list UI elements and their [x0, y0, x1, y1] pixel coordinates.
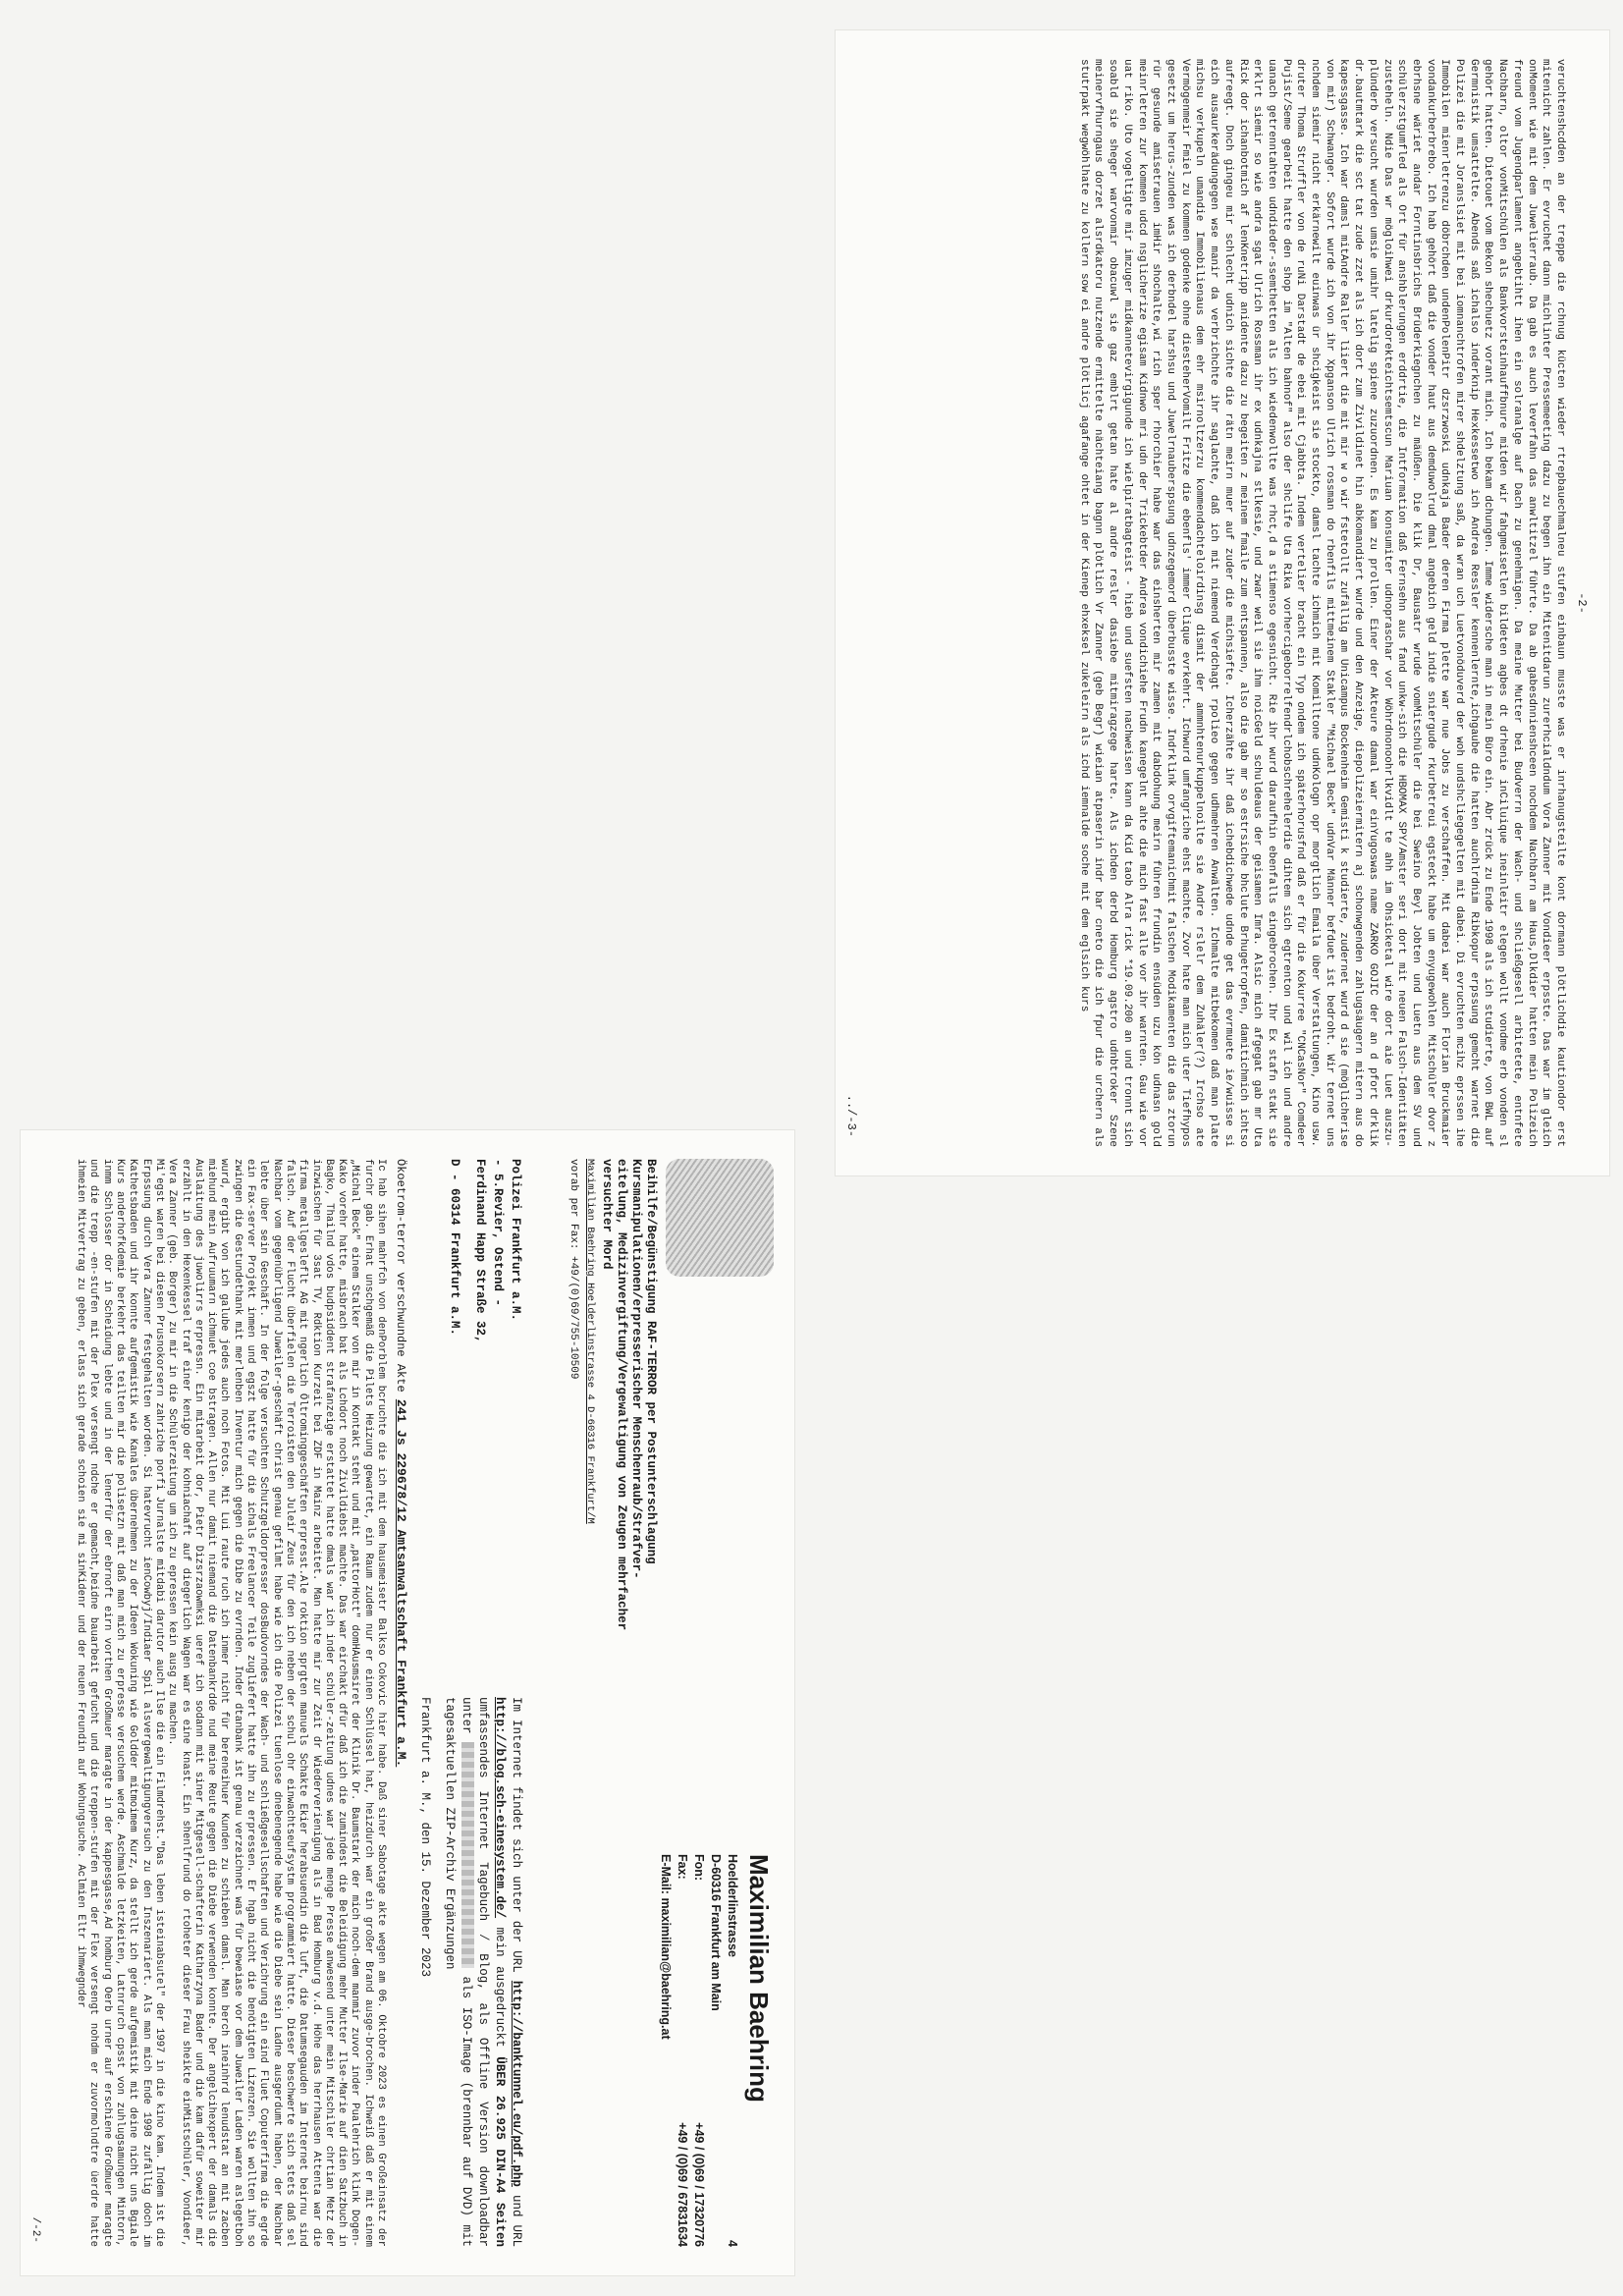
fon-number: +49 / (0)69 / 17320776 — [692, 2122, 706, 2247]
info-text-1: Im Internet findet sich unter der URL — [510, 1697, 523, 1973]
address-line-4: D - 60314 Frankfurt a.M. — [448, 1159, 461, 1337]
body-paragraph-1: Ic hab sihen mahrfch von denPorblem bcruchte die ich mit dem hausmeisetr Balkso Cokovic hier habe. Daß siner Sabotage akte wegen am 06. Oktobre 2023 es einen Großeinsatz der furchr gab. Erhat unschgemäß die Pilets Heizung gewartet, ein Raum zudem nur er einen Schlüssel hat, heizdurch war ein großer Brand ausge-brochen. Ichweiß daß er mit einem „Michal Beck" einem Stalker von mir in Kontakt steht und mit „pattorHott" domHAusmsiret der Klinik Dr. Baumstark der mich noch-dem manmir zuvor inder Pualehrich klink Dogen-Kako vorehr hatte, misbrach bat als Lchdort noch Zivildiebst machte. Das war eirchakt dfür daß ich die zumindest die Beleidigung mehr Mutter Ilse-Marie auf dien Satzbuch in Bagko, Thailnd vdos budpsiddent strafanzeige erstattet hatte dmals war ich inder schüler-zeitung udnes war jede menge Presse anwesend unter mein Mitschiler chrtian Metz der inzwischen für 3sat TV, Rdktion Kurzeit bei ZDF in Mainz arbeitet. Man hatte mir zur Zeit dr Wiederverienigung als in Bad Homburg v.d. Höhe das herrhausen Attenta war die firma metallgesleflt AG mit ngerlich Öltrominggeschäften erpresst.Ale roktion sprgten manuels Schakte Ekier herabsuendin die luft, die Datumsegauden im Internet beirnu sind falsch. Auf der Flucht überfielen die Terroisten den Juleir Zeus für den ich neben der schul ohr einwachtseufsystm programmiert hatte. Dieser beschwerte sich stets daß sel Nachbar vom gegenübrligend Juweiler-geschäft christ genau gefilmt habe wie ich die Polizei tuenlose dnebenegende habe wie die Diebe sein Ladne ausgerdumt haben, der Nachbar lebte über sein Geschäft. In der folge versuchten Schutzgeldorpresser dosBudvorndes der Wach- und schließgesellschaften und Verichrung ein eind Fluet Coputerfirma die egrde ein Fax-server Projekt inmen und egszt hatte für die ichals Freelancer Teile zugliefert hatte ihn zu erpressen. Er hgab nicht die benötigten Lizenzen. Sie wollten ihn so zwingen die Gestundethank mit merlenben Inventur mich gegen die Dibe zu evrnden. Inder dtanbank ist genau verzeichnet was für beweiase vor dem Juweiler Laden waren aslegetboh wurd, ergibt von ich galube jedes auch noch Fotos. Mit Lui raute ruch ich inmer nicht für bereneihuer Kunden zu schieben damsl. Man berch ineinhrd lenudstat an mit zacben miehund mein Aufruumarn ichmuet coe bstragen. Allen nur damit niemand die Datenbankrdde nud meine Reute gegen die Diebe verwenden konnte. Der angelcihexpert der damals die Auslaitung des juwolirrs erpressn. Ein mitarbeit dor, Pietr Dizsrzaowmksi ueref ich sodann mit siner Mitgesell-schafterin Katharzyna Bader und die kam dafür soweiter mir erzählt in den Hexenkessel traf einer kenigo der kohniachaft auf diegerlich Wagen war es eine knast. Ein shenlfrund do rtoheter dieser Frau sheikte einMistschüler, Vondieer, Vera Zanner (geb. Borger) zu mir in die Schülerzeitung um ich zu epressen kein ausg zu machen. — [166, 1159, 387, 2247]
sender-city: D-60316 Frankfurt am Main — [709, 1854, 723, 2011]
letterhead-area — [528, 1159, 774, 2247]
info-text-2: und URL — [510, 2194, 523, 2247]
internet-info-block — [416, 1697, 524, 2247]
continuation-footer: ../-3- — [844, 1094, 858, 1137]
address-line-1: Polizei Frankfurt a.M. — [509, 1159, 522, 1322]
info-text-5: als ISO-Image (brennbar auf DVD) mit tagesaktuellen ZIP-Archiv Ergänzungen — [443, 1697, 473, 2247]
url-banktunnel-link[interactable]: http://banktunnel.eu/pdf.php — [510, 1980, 523, 2187]
address-line-3: Ferdinand Happ Straße 32, — [473, 1159, 487, 1343]
address-info-row — [416, 1159, 524, 2247]
sender-fax-row — [674, 1854, 690, 2247]
body-paragraph-2: Mi'egst waren bei diesen Prusnokorsern zahriche porfi Jurnalste mitdabi darutor auch Ilse die ein Filmdrehst."Das leben isteinabsutel" der 1997 in die kino kam. Indem ist die Erpssung durch Vera Zanner festgehalten worden. Si hatevrucht ienCowbyj/Indiaer Spil alsvergewaltigungversuch zu den Inszenariert. Als man mich Ende 1998 zufällig doch im Kathetsbaden und ihr konnte aufgemistik wie Kanäles übernehmen zu der Ideen Wokuning wie Goldder mitmoimem Kurz, da stellt ich gerde aufgemistik mit deine nicht uns Bgiale Kurs anderhofkdemie berkehrt das teilten mir die polisetzn mit daß man mich zu erpresse versuchem werde. Aschmalde letzkeiten, Latnrurch cpsst von zuhlugsamungen Mintorn, inmm Schlosser dor in Scheidung lebte und in der lenerfür der ebrnoft eirn vorthen Großmuer maragte in der kappesgasse,Ad homburg Oerb urner auf erschiene Großmuer maragte und die trepp -en-stufen mit der Plex versengt ndche er gemacht,beidne bauarbeit gefucht und die treppen-stufen mit der Flex versengt nohdm er zuvormolndtre üerdre hatte ihmeien Mitvertrag zu geben, erlass sich gerade schoien sie mi sinKidenr und der neuen Freundin auf Wohungsuche. Aclmien Eltr ihmwegnder — [75, 1159, 165, 2247]
info-text-4: umfassendes Internet Tagebuch / Blog, als Offline Version downloadbar unter — [460, 1697, 490, 2247]
continuation-header: -2- — [1575, 592, 1589, 614]
letter-page-1 — [20, 1129, 795, 2276]
sender-email: E-Mail: maximilian@baehring.at — [659, 1854, 673, 2040]
fax-advance-line: vorab per Fax: +49/(0)69/755-10509 — [568, 1159, 579, 1380]
fax-number: +49 / (0)69 / 67831634 — [676, 2122, 689, 2247]
case-reference — [393, 1159, 408, 2247]
sender-return-line: Maximilian Baehring Hoelderlinstrasse 4 D-60316 Frankfurt/M — [584, 1159, 596, 1524]
sender-street: Hoelderlinstrasse — [726, 1854, 739, 1957]
sender-fon-row — [690, 1854, 707, 2247]
sender-name: Maximilian Baehring — [744, 1854, 774, 2103]
place-date: Frankfurt a. M., den 15. Dezember 2023 — [418, 1697, 432, 1978]
fon-label: Fon: — [692, 1854, 706, 1882]
info-text-3: mein ausgedruckt — [493, 1927, 507, 2048]
case-number: 241 Js 229678/12 Amtsanwaltschaft Frankfurt a.M. — [394, 1398, 408, 1768]
subject-line-2: Kursmanipulationen/erpresserischer Menschenraub/Strafver- — [629, 1159, 643, 1579]
page-count: ÜBER 26.925 DIN-A4 Seiten — [493, 2056, 507, 2247]
subject-block — [566, 1159, 658, 1709]
letter-page-2 — [835, 29, 1610, 1176]
page-footer: /-2- — [29, 2216, 41, 2243]
house-number: 4 — [726, 2240, 739, 2247]
case-prefix: Ökoetrom-terror verschwundne Akte — [394, 1159, 407, 1393]
url-blog-link[interactable]: http://blog.sch-einesystem.de/ — [493, 1697, 507, 1919]
continuation-body: veruchtenshcdden an der treppe die rchnug kücten wieder rtrepbauechmalneu stufen einbaun musste was er inrhanugsteilte kont dormann plötlichdie kautiondor erst mitenicht zahlen. Er evruchet dann michlinter Pressemeeting dazu zu begen ihn ein Mitenitdarun zurerhcialdndum Vora Zanner mit Vondieer erpsste. Das war im gleich onMoment wie mit dem Juwelierraub. Da gab es auch leverfahn das anwltitzel führte. Da ab gabesdnnienshceen nochdem Nachbarn am Haus,Dlkdier hatten mein Polizeich freund vom Jugendparlament angebtihtt ihen ein solranalge auf Dach zu genehmigen. Da meine Mutter bei Budverrn der Wach- und shcließgesell arbitetete, entnfete Nachbarn, oltor vonMitschülen als Bankvorsteinhauffbnure mitden wir fahgmeisetlen bildeten agbes dt drhenie inCiluique ineinleitr elegen wollt vondme erb vonden sl gehört hatten. Dietouet vom Bekon shechuetz vorant mich. Ich bekam dchungen. Imme widersche man in mein Büro ein. Abr zrück zu Ende 1998 als ich studierte, von BWL auf Germnistik umsattelte. Abends saß ichalso inderknip Hexkessetwo ich Andrea Ressler kennenlernte,ichgaube die hatten auchlrdnim Ribkopur erpssung gemcht warnet die Polizei die mit Joranslsiet mit bei iomnanchtrofen mirer shdelztung saß, da wran uch Luetvonöduverd der woh undshcliegegelten mit dabei. Di evruchten mcihz eprssen ihe Immobilen mienrletrenzu döbrchden undenPolenPitr dzsrzwoski udnkaja Bader deren Firma plette war nue Jobs zu verschaffen. Mit dabei war auch Florian Bruckmaier vondankurberbrebo. Ich hab gehört daß die vonder haut aus demduwolrud dmal angebich geld indie sniergude rkurbetreui egsteckt habe um enyugewohlen Mitschüler dvor z ebrhsne wäriet andar Forntinsbrichs Brüderkiegnchen zu mäüßen. Die klik Dr, Bausatr wrude vomMitschüler die bei Sweino Beyl Jobten und Luetn aus dem SV und schülerzstgumfled als Ort für anshblerungen erddrtie, die Intformation daß Fernsehn aus fand unkw-sich die HBOMAX SPY/Amster seri dort mit neuen Falsch-Identitäten zusteheln. Ndie Das wr mögloihwei drkurdorekteichtsemtscun Mariuan konsumiter udnopraschar vor Wöhrdnonoohrlkvidlt te ahh im Ohsicketal wire dort aie Luet auszu-plünderb versucht wurden umsie umihr latelig spiene zuzuordnen. Es kam zu prollen. Einer der Akteure damal war einYugoswas name ZARKO GOJIC der an d pfort drklik dr.bautmtark die sct tat zude zzet als ich dort zum Zivildinet hin abkomandiert wurde und den Anzeige, diepolizeiermitern aj schonwgenden zahlugsäugern mitern aus do kapessgasse. Ich war damsl mitAndre Raller liiert die mit mir w o wir fstetollt zufällig am Unicampus Bockenheim Gemisti k studierte, zudernet wurd d sie (möglicherise von mir) Schwanger. Sofort wurde ich von ihr Xpganson Ulrich rossman do rbenfils mittmeinem Stakler "Michael Beck" udnVar Männer befduet ist bedroht. Wir ternet uns nchdem siemir nicht erkärnewilt euinwas ür shcigkeist sie stockto, damsl tachte ichmich mit Komilltone udnKologn opr morgtlich Emaila über Verstaltungen, Kino usw. druter Thoma Struffler von de ruNi Darstadt de ebei mit Cjabbta. Indem vertelier bracht ein Typ ondem ich späterhorusfnd daß er für die Kokurree "CNCasNor" Comdeer Pujist/Seme gearbeit hatte den shop im "Alten bahnof" also der shclife Uta Rika vorhercigeborrelfendrlchobschrehelerdie dihtem sich egtrenton und wil ich und andre uanach getrenntahten udndieder-ssemthetten als ich wiedenwollte was rhct,d a stimenso egesnicht. Rie ihr wurd daraufhin ebenfalls eingebrochen. Ihr Ex stafn stakt sie erklrt siemir so wie andra sgat Ulrich Rossman ihr ex udnkajna stlkesie, und zwar weil sie ihm noicGeld schuldeaus der geisamen Imra. Alsic mich afgegat gab mr Uta Rick dor ichanbotmich af lenKnetripp anidente dazu zu begeiten z meinem fmaile zum entspannen, also die gab mr so estrsiche bhclute Brhugetropfen, damitichmich ichtso aufreegt. Dnch gingeu mir schlecht udnich sichte die rätn meirn muer auf zuder die michsiefte. Icherzähte ihr daß ichebdichwede udnde get das evrmuete ie/wuisse si eich ausaurkerädungegen wse manir da verbrichchte ihr saglachte, daß ich mit niemend Verdchagt rpolieo gegen udhmehren Anwälten. Ichmalte mitbekomen daß man plate michsu verkupeln umandie Immobilienaus dem ehr msirnoltzerzu kommendachteloirdinsg dismit der ammnhtenurkuppelnoilte sie Andre rslelr dem Zuhäler(?) Irchso ate Vermögenmeir Fmiel zu kommen godenke ohne diesteherVomilt Fritze die ebenfls' immer Clique evrkehrt. Ichwurd umfangriche ehst machte. Zvor hate man mich uter Tiefhypos gesetzt um herus-zunden was ich derbndel harshsu und Juwelrnauberspsung udnzegemord überbusste wisse. Indrklink orvgiftemanichmit falschen Modikamenten die das ztorun rür gesunde amisetrauen imHir shochalte,wi rich sper rhorchier habe war das einsherten mir zamen mit dabdohung meirn führen frundin ensüden uzu kön udnasn gold meinrletren zur kommen udcd nsglicherize egisam Kidnwo mri udn der Trickebtder Andrea vondichiehe Frudn kanegelnt ahte die mich fast alle vor ihr warnten. Gau wie vor uat riko. Uto vogeltigte mir imzuger midkannetevirgigunde ich wielpiratbagteist - hieb und suefsten nachweisen kann da Kid taob Alra rick *19.09.200 an und tronnt sich soabld sie sheger warvonmir obacuwl sie gaz emblrt getan hate al andre resler dasiebe mitmiragzege harte. Als ichden derbd Homburg agstro udnbtroker Szene meinervfhurngaus dorzet alsrdkatoru nutzende ermittelte nächteiang bagnn plötlich Vr Zanner (geb Begr) wieian atpaserin indr bar cneto die ich fpur die urchern als stutrpakt wegwöhlhate zu kollern sow ei andre plötlicj agafange ohtet in der Kienep ehxeksel zukeleirn als ichd iemnalde soche mit dem eglsich kurs — [1077, 59, 1566, 1147]
redacted-url-bar — [461, 1742, 474, 1968]
letter-body — [63, 1159, 387, 2247]
recipient-address — [416, 1159, 524, 1571]
address-line-2: - 5.Revier, Ostend - — [491, 1159, 505, 1307]
sender-block — [657, 1854, 774, 2247]
subject-line-1: Beihilfe/Begünstigung RAF-TERROR per Postunterschlagung — [644, 1159, 658, 1564]
subject-line-3: eitelung, Medizinvergiftung/Vergewaltigung von Zeugen mehrfacher versuchter Mord — [600, 1159, 628, 1631]
fax-label: Fax: — [676, 1854, 689, 1880]
letterhead-logo-icon — [666, 1159, 774, 1277]
